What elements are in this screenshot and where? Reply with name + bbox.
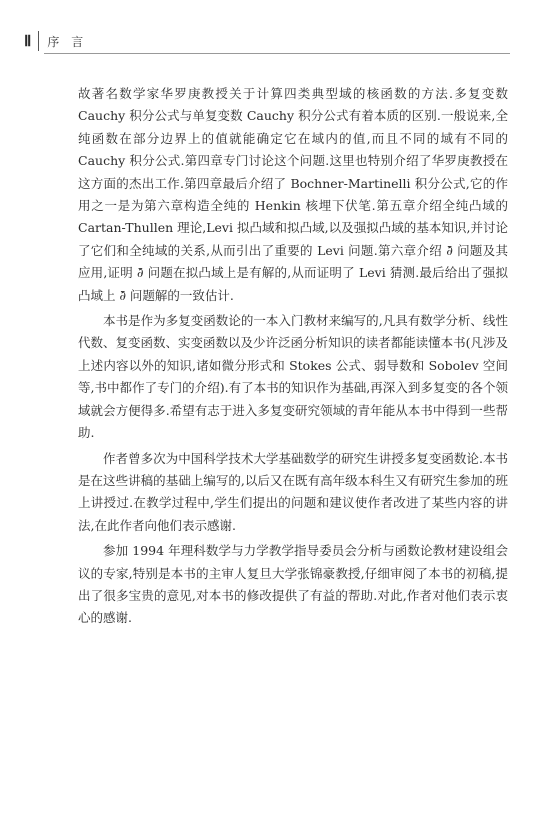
page-number: Ⅱ [24, 33, 33, 50]
body-text [78, 83, 508, 633]
paragraph: 本书是作为多复变函数论的一本入门教材来编写的,凡具有数学分析、线性代数、复变函数、实变函数以及少许泛函分析知识的读者都能读懂本书(凡涉及上述内容以外的知识,诸如微分形式和 Stokes 公式、弱导数和 Sobolev 空间等,书中都作了专门的介绍).有了本书的知识作为基础,再深入到多复变的各个领域就会方便得多.希望有志于进入多复变研究领域的青年能从本书中得到一些帮助. [78, 313, 508, 441]
header-separator [38, 31, 39, 51]
running-title: 序 言 [47, 34, 88, 49]
paragraph: 参加 1994 年理科数学与力学教学指导委员会分析与函数论教材建设组会议的专家,特别是本书的主审人复旦大学张锦豪教授,仔细审阅了本书的初稿,提出了很多宝贵的意见,对本书的修改提供了有益的帮助.对此,作者对他们表示衷心的感谢. [78, 543, 508, 626]
paragraph-continued: 故著名数学家华罗庚教授关于计算四类典型域的核函数的方法.多复变数 Cauchy 积分公式与单复变数 Cauchy 积分公式有着本质的区别.一般说来,全纯函数在部分边界上的值就能确定它在域内的值,而且不同的域有不同的 Cauchy 积分公式.第四章专门讨论这个问题.这里也特别介绍了华罗庚教授在这方面的杰出工作.第四章最后介绍了 Bochner-Martinelli 积分公式,它的作用之一是为第六章构造全纯的 Henkin 核埋下伏笔.第五章介绍全纯凸域的 Cartan-Thullen 理论,Levi 拟凸域和拟凸域,以及强拟凸域的基本知识,并讨论了它们和全纯域的关系,从而引出了重要的 Levi 问题.第六章介绍 ∂̄ 问题及其应用,证明 ∂̄ 问题在拟凸域上是有解的,从而证明了 Levi 猜测.最后给出了强拟凸域上 ∂̄ 问题解的一致估计. [78, 86, 508, 303]
page-header [24, 30, 87, 52]
paragraph: 作者曾多次为中国科学技术大学基础数学的研究生讲授多复变函数论.本书是在这些讲稿的基础上编写的,以后又在既有高年级本科生又有研究生参加的班上讲授过.在教学过程中,学生们提出的问题和建议使作者改进了某些内容的讲法,在此作者向他们表示感谢. [78, 450, 508, 533]
header-rule [44, 53, 510, 54]
